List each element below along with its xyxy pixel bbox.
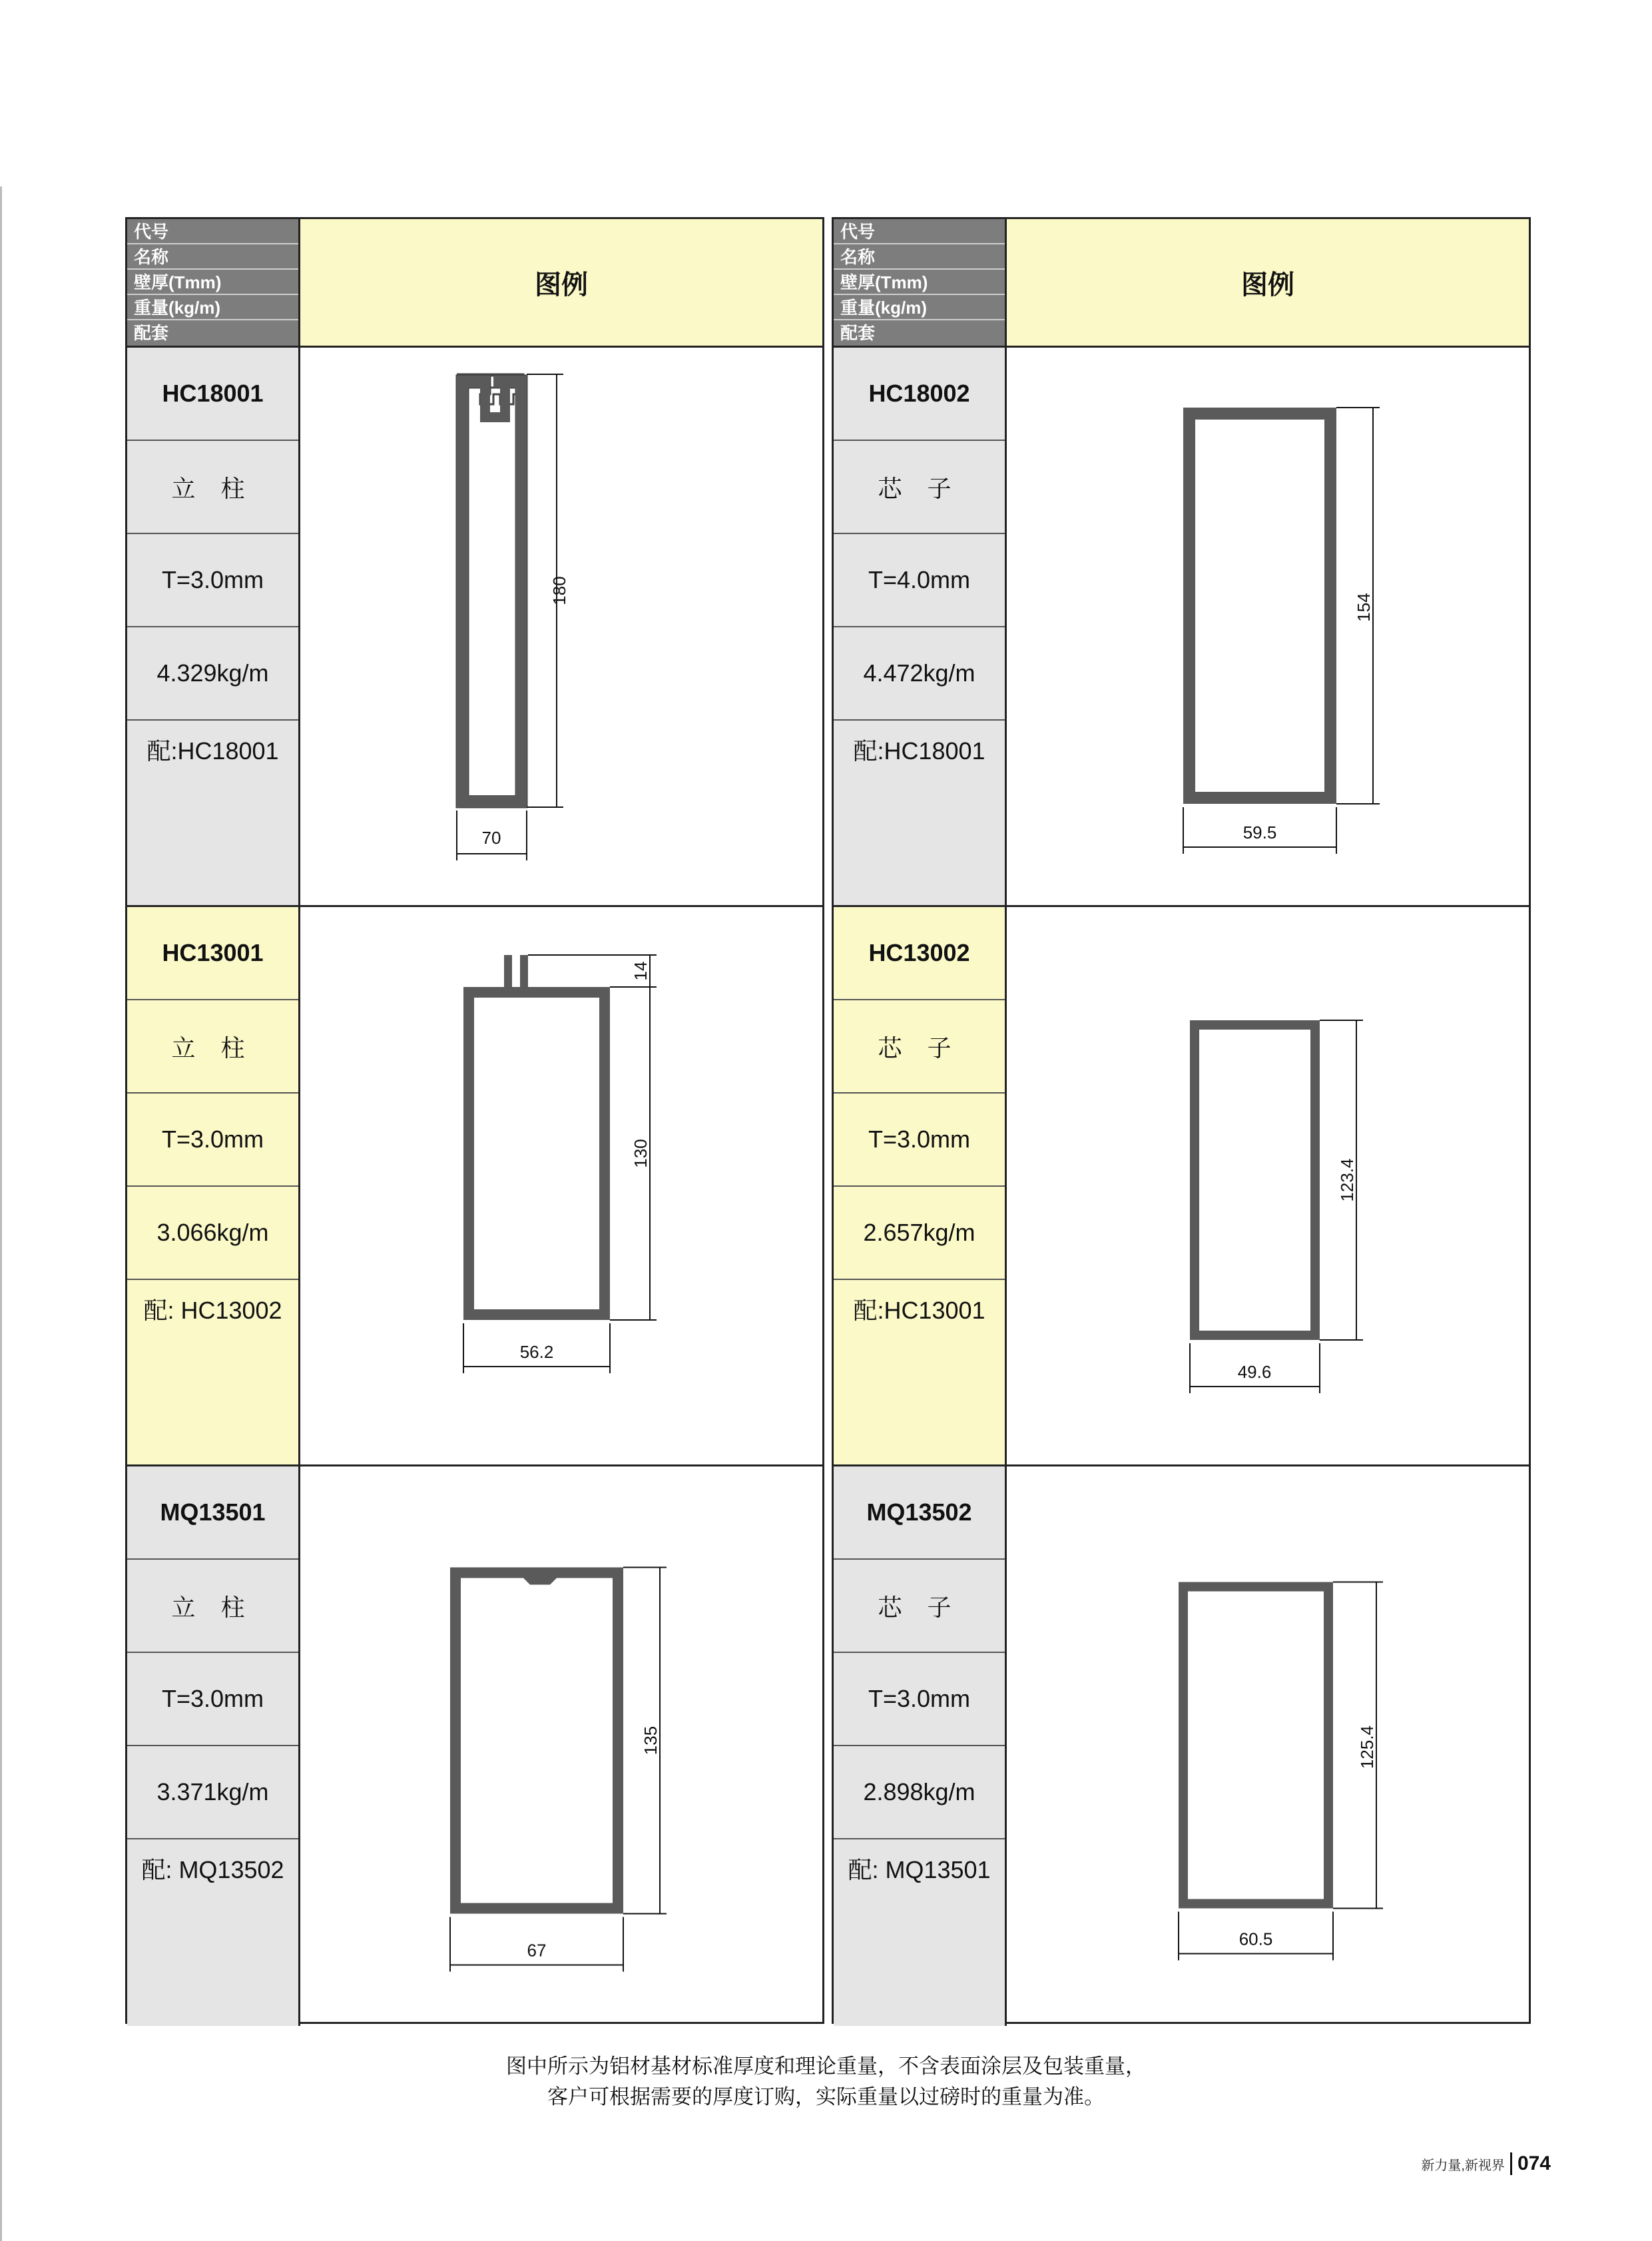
profile-weight: 4.472kg/m: [834, 627, 1005, 721]
dimension-height: 180: [549, 576, 569, 605]
row-spec-cells: [127, 907, 300, 1464]
header-label-name: 名称: [834, 244, 1005, 270]
profile-drawing-svg: [1007, 348, 1529, 905]
profile-match: 配:HC13001: [853, 1297, 985, 1324]
dimension-width: 59.5: [1242, 822, 1277, 842]
profile-thickness: T=3.0mm: [834, 1653, 1005, 1746]
profile-name: 立 柱: [127, 441, 298, 534]
profile-match: 配:HC18001: [853, 737, 985, 765]
dimension-top: 14: [631, 961, 651, 981]
profile-match: 配:HC18001: [146, 737, 279, 765]
profile-name: 芯 子: [834, 1000, 1005, 1094]
header-label-code: 代号: [127, 219, 298, 244]
profile-drawing-svg: [300, 348, 822, 905]
profile-weight: 3.371kg/m: [127, 1746, 298, 1839]
header-label-match: 配套: [134, 323, 169, 343]
table-header: [834, 219, 1529, 348]
dimension-height: 125.4: [1357, 1725, 1377, 1769]
footnote-line-2: 客户可根据需要的厚度订购，实际重量以过磅时的重量为准。: [547, 2085, 1105, 2108]
header-labels: [834, 219, 1007, 346]
dimension-height: 154: [1354, 593, 1374, 622]
page-edge-line: [0, 186, 2, 2241]
profile-name: 立 柱: [127, 1560, 298, 1653]
page-separator: [1510, 2152, 1512, 2175]
profile-drawing: [1007, 348, 1529, 905]
profile-name: 芯 子: [834, 441, 1005, 534]
profile-weight: 2.657kg/m: [834, 1187, 1005, 1280]
row-spec-cells: [834, 907, 1007, 1464]
header-label-name: 名称: [127, 244, 298, 270]
dimension-width: 60.5: [1239, 1929, 1273, 1949]
panel-gap: [824, 217, 832, 2024]
table-row: [834, 348, 1529, 907]
profile-code: HC13001: [127, 907, 298, 1000]
profile-code: MQ13501: [127, 1466, 298, 1560]
profile-drawing-svg: [1007, 907, 1529, 1464]
profile-match: 配: MQ13501: [848, 1856, 991, 1883]
profile-drawing: [300, 907, 822, 1464]
dimension-height: 123.4: [1337, 1158, 1357, 1202]
footnote: [0, 2051, 1652, 2112]
dimension-width: 49.6: [1237, 1362, 1272, 1382]
header-legend-title: 图例: [300, 219, 822, 346]
header-label-code: 代号: [834, 219, 1005, 244]
profile-drawing-svg: [1007, 1466, 1529, 2026]
profile-match: 配: HC13002: [143, 1297, 282, 1324]
table-row: [127, 348, 822, 907]
header-label-weight: 重量(kg/m): [834, 295, 1005, 320]
page-slogan: 新力量,新视界: [1421, 2158, 1505, 2173]
table-row: [834, 907, 1529, 1466]
dimension-width: 67: [527, 1940, 547, 1961]
profile-thickness: T=3.0mm: [127, 1653, 298, 1746]
table-header: [127, 219, 822, 348]
profile-drawing: [300, 348, 822, 905]
header-label-match: 配套: [840, 323, 876, 343]
profile-drawing: [1007, 907, 1529, 1464]
profile-drawing: [300, 1466, 822, 2026]
profile-thickness: T=4.0mm: [834, 534, 1005, 627]
header-legend-title: 图例: [1007, 219, 1529, 346]
profile-name: 立 柱: [127, 1000, 298, 1094]
table-row: [834, 1466, 1529, 2026]
profile-weight: 3.066kg/m: [127, 1187, 298, 1280]
profile-code: HC18002: [834, 348, 1005, 441]
profile-code: MQ13502: [834, 1466, 1005, 1560]
table-row: [127, 1466, 822, 2026]
row-spec-cells: [834, 1466, 1007, 2026]
row-spec-cells: [127, 348, 300, 905]
profile-weight: 2.898kg/m: [834, 1746, 1005, 1839]
header-label-thickness: 壁厚(Tmm): [834, 270, 1005, 295]
profile-code: HC18001: [127, 348, 298, 441]
dimension-width: 70: [481, 828, 501, 848]
dimension-height: 130: [631, 1139, 651, 1168]
profile-table-right: [832, 217, 1531, 2024]
profile-name: 芯 子: [834, 1560, 1005, 1653]
profile-thickness: T=3.0mm: [127, 1094, 298, 1187]
dimension-height: 135: [641, 1726, 661, 1756]
table-row: [127, 907, 822, 1466]
profile-thickness: T=3.0mm: [127, 534, 298, 627]
profile-code: HC13002: [834, 907, 1005, 1000]
page-number: 074: [1517, 2152, 1551, 2174]
page-footer: [1421, 2152, 1551, 2175]
profile-weight: 4.329kg/m: [127, 627, 298, 721]
profile-drawing-svg: [300, 907, 822, 1464]
header-label-thickness: 壁厚(Tmm): [127, 270, 298, 295]
dimension-width: 56.2: [519, 1342, 554, 1362]
row-spec-cells: [834, 348, 1007, 905]
profile-match: 配: MQ13502: [141, 1856, 284, 1883]
header-labels: [127, 219, 300, 346]
profile-table-left: [125, 217, 824, 2024]
profile-drawing: [1007, 1466, 1529, 2026]
header-label-weight: 重量(kg/m): [127, 295, 298, 320]
profile-drawing-svg: [300, 1466, 822, 2026]
footnote-line-1: 图中所示为铝材基材标准厚度和理论重量，不含表面涂层及包装重量，: [506, 2055, 1146, 2078]
row-spec-cells: [127, 1466, 300, 2026]
profile-thickness: T=3.0mm: [834, 1094, 1005, 1187]
